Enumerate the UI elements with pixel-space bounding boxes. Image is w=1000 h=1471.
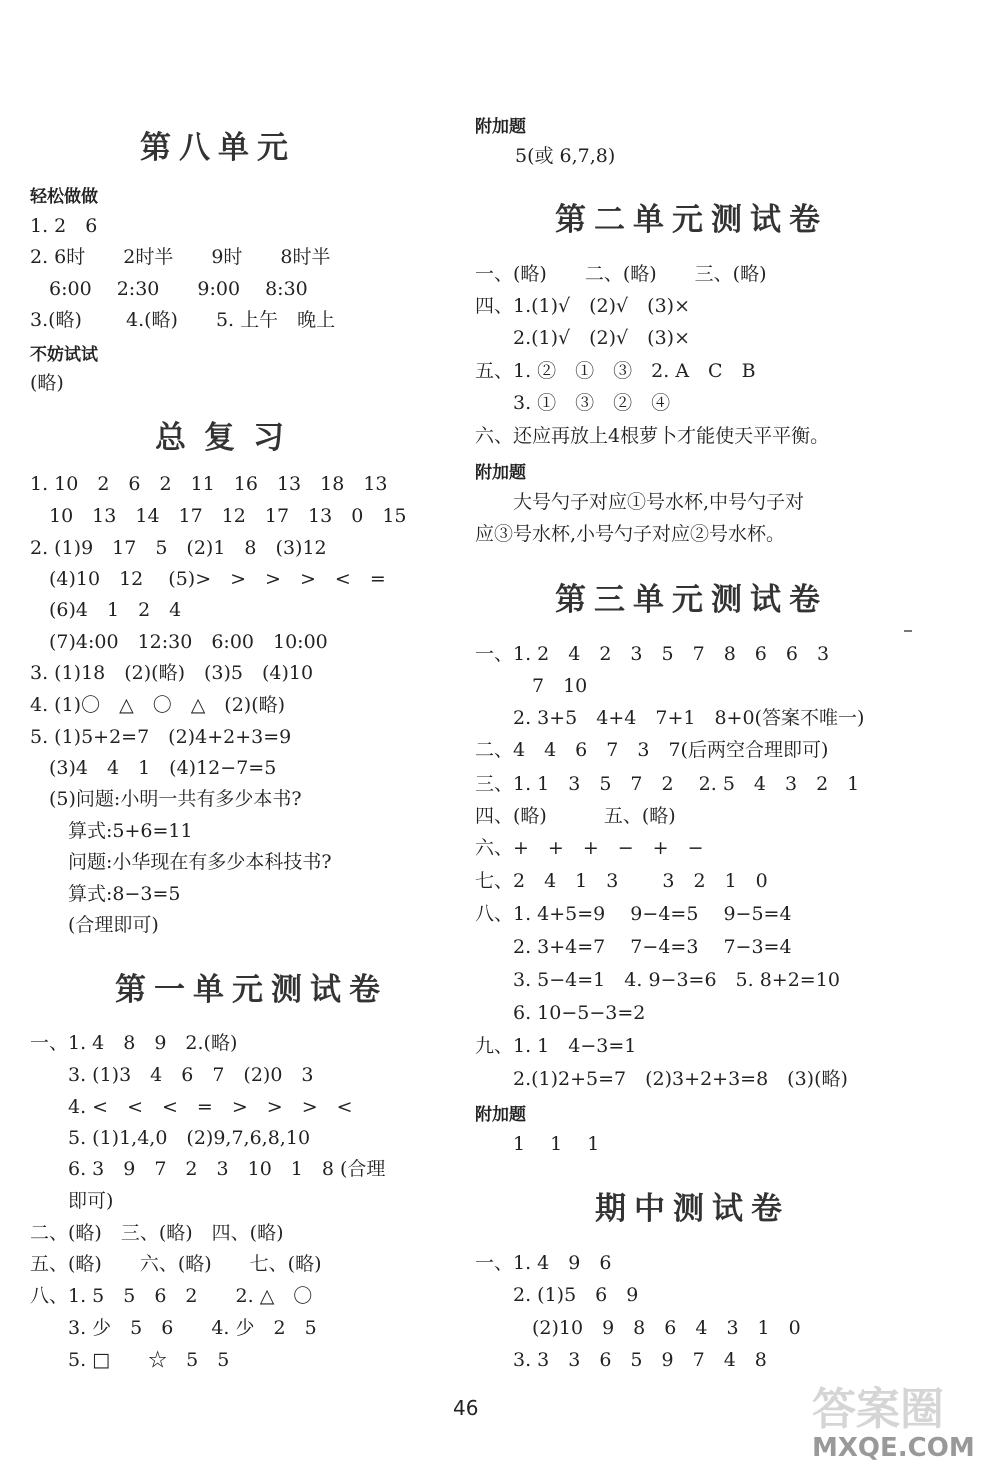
answer-line: 5(或 6,7,8) bbox=[515, 145, 616, 167]
answer-line: (略) bbox=[30, 372, 64, 394]
answer-line: 1 1 1 bbox=[475, 1133, 600, 1155]
answer-line: 算式:8−3=5 bbox=[30, 883, 181, 905]
answer-line: 八、1. 4+5=9 9−4=5 9−5=4 bbox=[475, 903, 792, 925]
watermark-logo-text: 答案圈 bbox=[812, 1384, 944, 1435]
answer-line: 3. 3 3 6 5 9 7 4 8 bbox=[475, 1349, 767, 1371]
answer-line: 3. (1)18 (2)(略) (3)5 (4)10 bbox=[30, 662, 314, 684]
answer-line: 三、1. 1 3 5 7 2 2. 5 4 3 2 1 bbox=[475, 773, 860, 795]
test1-title: 第一单元测试卷 bbox=[115, 972, 388, 1008]
extra-question-label: 附加题 bbox=[475, 463, 526, 483]
answer-line: 一、1. 4 8 9 2.(略) bbox=[30, 1032, 238, 1054]
midterm-title: 期中测试卷 bbox=[595, 1191, 790, 1227]
extra-question-label: 附加题 bbox=[475, 117, 526, 137]
answer-line: 六、还应再放上4根萝卜才能使天平平衡。 bbox=[475, 425, 830, 447]
answer-line: 一、1. 2 4 2 3 5 7 8 6 6 3 bbox=[475, 643, 830, 665]
answer-line: (合理即可) bbox=[30, 914, 159, 936]
extra-question-label: 附加题 bbox=[475, 1105, 526, 1125]
section-try-label: 不妨试试 bbox=[30, 345, 98, 365]
answer-line: (3)4 4 1 (4)12−7=5 bbox=[30, 757, 277, 779]
answer-line: 10 13 14 17 12 17 13 0 15 bbox=[30, 505, 407, 527]
section-easy-label: 轻松做做 bbox=[30, 187, 98, 207]
answer-line: 4. < < < = > > > < bbox=[30, 1096, 353, 1118]
answer-line: (2)10 9 8 6 4 3 1 0 bbox=[475, 1317, 801, 1339]
answer-line: 2. 3+4=7 7−4=3 7−3=4 bbox=[475, 936, 792, 958]
scan-mark bbox=[904, 630, 912, 632]
answer-line: 一、1. 4 9 6 bbox=[475, 1252, 612, 1274]
answer-line: (4)10 12 (5)> > > > < = bbox=[30, 568, 386, 590]
answer-line: 6. 3 9 7 2 3 10 1 8 (合理 bbox=[30, 1158, 386, 1180]
answer-line: 算式:5+6=11 bbox=[30, 820, 193, 842]
answer-line: 3. (1)3 4 6 7 (2)0 3 bbox=[30, 1064, 314, 1086]
answer-line: 6. 10−5−3=2 bbox=[475, 1002, 646, 1024]
answer-line: 2.(1)2+5=7 (2)3+2+3=8 (3)(略) bbox=[475, 1068, 848, 1090]
answer-line: 7 10 bbox=[475, 675, 588, 697]
answer-line: 四、1.(1)√ (2)√ (3)× bbox=[475, 295, 691, 317]
answer-line: (5)问题:小明一共有多少本书? bbox=[30, 788, 302, 810]
answer-line: 4. (1)〇 △ 〇 △ (2)(略) bbox=[30, 694, 286, 716]
answer-line: 二、(略) 三、(略) 四、(略) bbox=[30, 1222, 284, 1244]
answer-line: 大号勺子对应①号水杯,中号勺子对 bbox=[475, 491, 805, 513]
answer-line: 即可) bbox=[30, 1190, 114, 1212]
answer-line: 问题:小华现在有多少本科技书? bbox=[30, 851, 332, 873]
answer-line: 2. (1)5 6 9 bbox=[475, 1284, 639, 1306]
answer-line: 一、(略) 二、(略) 三、(略) bbox=[475, 263, 767, 285]
answer-line: 5. □ ☆ 5 5 bbox=[30, 1349, 230, 1371]
answer-line: (6)4 1 2 4 bbox=[30, 599, 182, 621]
answer-line: 3. 少 5 6 4. 少 2 5 bbox=[30, 1317, 317, 1339]
answer-line: 四、(略) 五、(略) bbox=[475, 805, 676, 827]
answer-line: 1. 10 2 6 2 11 16 13 18 13 bbox=[30, 473, 388, 495]
answer-line: 2.(1)√ (2)√ (3)× bbox=[475, 327, 691, 349]
answer-line: 二、4 4 6 7 3 7(后两空合理即可) bbox=[475, 739, 829, 761]
answer-line: 七、2 4 1 3 3 2 1 0 bbox=[475, 870, 768, 892]
answer-line: (7)4:00 12:30 6:00 10:00 bbox=[30, 631, 328, 653]
answer-line: 应③号水杯,小号勺子对应②号水杯。 bbox=[475, 523, 786, 545]
answer-line: 2. 6时 2时半 9时 8时半 bbox=[30, 246, 331, 268]
answer-line: 1. 2 6 bbox=[30, 215, 98, 237]
answer-line: 3. ① ③ ② ④ bbox=[475, 392, 671, 414]
answer-line: 六、+ + + − + − bbox=[475, 837, 704, 859]
watermark-site: MXQE.COM bbox=[812, 1433, 975, 1463]
answer-line: 5. (1)5+2=7 (2)4+2+3=9 bbox=[30, 726, 292, 748]
answer-line: 3. 5−4=1 4. 9−3=6 5. 8+2=10 bbox=[475, 969, 840, 991]
answer-line: 3.(略) 4.(略) 5. 上午 晚上 bbox=[30, 309, 336, 331]
answer-line: 2. 3+5 4+4 7+1 8+0(答案不唯一) bbox=[475, 707, 865, 729]
answer-line: 九、1. 1 4−3=1 bbox=[475, 1035, 637, 1057]
answer-line: 5. (1)1,4,0 (2)9,7,6,8,10 bbox=[30, 1127, 311, 1149]
test3-title: 第三单元测试卷 bbox=[555, 582, 828, 618]
answer-line: 五、(略) 六、(略) 七、(略) bbox=[30, 1253, 322, 1275]
answer-line: 2. (1)9 17 5 (2)1 8 (3)12 bbox=[30, 537, 327, 559]
test2-title: 第二单元测试卷 bbox=[555, 202, 828, 238]
answer-line: 八、1. 5 5 6 2 2. △ 〇 bbox=[30, 1285, 313, 1307]
unit8-title: 第八单元 bbox=[140, 130, 296, 166]
answer-line: 五、1. ② ① ③ 2. A C B bbox=[475, 360, 756, 382]
review-title: 总复习 bbox=[155, 420, 302, 456]
answer-line: 6:00 2:30 9:00 8:30 bbox=[30, 278, 308, 300]
page-number: 46 bbox=[453, 1396, 479, 1420]
